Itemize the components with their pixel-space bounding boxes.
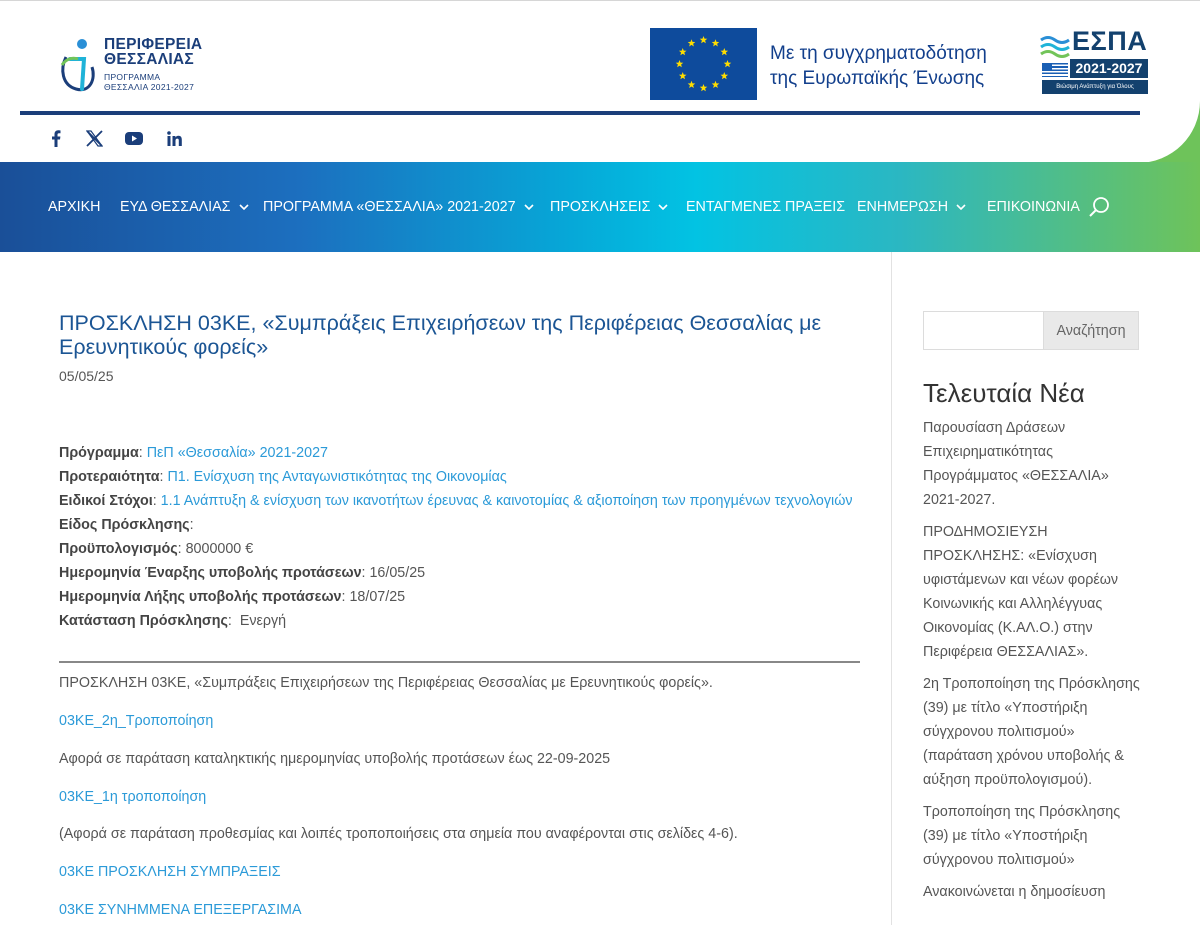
eu-star-icon (688, 39, 696, 46)
nav-item-calls[interactable] (550, 162, 668, 252)
meta-label: Κατάσταση Πρόσκλησης (59, 613, 228, 629)
search-button[interactable]: Αναζήτηση (1043, 311, 1139, 350)
header-curve (1138, 99, 1200, 163)
body-text-2: (Αφορά σε παράταση προθεσμίας και λοιπές τροποποιήσεις στα σημεία που αναφέρονται στις σελίδες 4-6). (59, 826, 738, 842)
nav-item-label: ΕΥΔ ΘΕΣΣΑΛΙΑΣ (120, 199, 231, 215)
main-nav (0, 162, 1200, 252)
espa-word: ΕΣΠΑ (1072, 26, 1148, 56)
meta-end: Ημερομηνία Λήξης υποβολής προτάσεων: 18/07/25 (59, 589, 406, 605)
eu-star-icon (700, 36, 708, 43)
site-logo[interactable] (56, 35, 216, 95)
sidebar-divider (891, 252, 892, 925)
amendment-1-link[interactable]: 03ΚΕ_1η τροποποίηση (59, 789, 207, 805)
news-item[interactable]: Ανακοινώνεται η δημοσίευση (923, 884, 1106, 900)
nav-item-home[interactable] (48, 162, 100, 252)
meta-value: 18/07/25 (349, 589, 406, 605)
espa-slogan: Βιώσιμη Ανάπτυξη για Όλους (1042, 80, 1148, 94)
meta-budget: Προϋπολογισμός: 8000000 € (59, 541, 254, 557)
meta-type: Είδος Πρόσκλησης: (59, 517, 194, 533)
eu-star-icon (679, 48, 687, 55)
meta-value: 8000000 € (185, 541, 254, 557)
meta-priority: Προτεραιότητα: Π1. Ενίσχυση της Ανταγωνιστικότητας της Οικονομίας (59, 469, 507, 485)
nav-item-label: ΑΡΧΙΚΗ (48, 199, 101, 215)
meta-label: Ημερομηνία Λήξης υποβολής προτάσεων (59, 589, 342, 605)
nav-item-projects[interactable] (686, 162, 845, 252)
eu-cofunding-text (770, 41, 987, 91)
eu-text-line-1: Με τη συγχρηματοδότηση (770, 43, 987, 64)
news-item[interactable]: Τροποποίηση της Πρόσκλησης (39) με τίτλο «Υποστήριξη σύγχρονου πολιτισμού» (923, 804, 1121, 868)
espa-waves-icon (1040, 35, 1070, 61)
search-input[interactable] (923, 311, 1044, 350)
espa-logo (1040, 26, 1150, 99)
meta-label: Είδος Πρόσκλησης (59, 517, 190, 533)
logo-line-4: ΘΕΣΣΑΛΙΑ 2021-2027 (104, 82, 195, 92)
body-intro: ΠΡΟΣΚΛΗΣΗ 03ΚΕ, «Συμπράξεις Επιχειρήσεων της Περιφέρειας Θεσσαλίας με Ερευνητικούς φορείς». (59, 675, 713, 691)
latest-news-title: Τελευταία Νέα (923, 378, 1085, 408)
post-title: ΠΡΟΣΚΛΗΣΗ 03ΚΕ, «Συμπράξεις Επιχειρήσεων της Περιφέρειας Θεσσαλίας με Ερευνητικούς φορείς» (59, 311, 822, 359)
meta-status: Κατάσταση Πρόσκλησης: Ενεργή (59, 613, 287, 629)
eu-flag (650, 28, 757, 100)
chevron-down-icon (524, 204, 534, 210)
body-text-1: Αφορά σε παράταση καταληκτικής ημερομηνίας υποβολής προτάσεων έως 22-09-2025 (59, 751, 611, 767)
espa-years: 2021-2027 (1070, 59, 1148, 78)
eu-stars-icon (650, 28, 757, 100)
program-link[interactable]: ΠεΠ «Θεσσαλία» 2021-2027 (146, 445, 328, 461)
chevron-down-icon (239, 204, 249, 210)
eu-star-icon (679, 72, 687, 79)
attachments-link[interactable]: 03ΚΕ ΣΥΝΗΜΜΕΝΑ ΕΠΕΞΕΡΓΑΣΙΜΑ (59, 902, 302, 918)
latest-news-list (923, 416, 1143, 912)
eu-star-icon (688, 81, 696, 88)
chevron-down-icon (956, 204, 966, 210)
news-item[interactable]: 2η Τροποποίηση της Πρόσκλησης (39) με τίτλο «Υποστήριξη σύγχρονου πολιτισμού» (παράταση χρόνου υποβολής & αύξηση προϋπολογισμού). (923, 676, 1140, 788)
meta-label: Ειδικοί Στόχοι (59, 493, 153, 509)
content-divider (59, 661, 860, 663)
meta-label: Προϋπολογισμός (59, 541, 178, 557)
logo-mark-icon (56, 37, 100, 93)
linkedin-icon[interactable] (162, 126, 186, 150)
logo-line-3: ΠΡΟΓΡΑΜΜΑ (104, 72, 161, 82)
amendment-2-link[interactable]: 03ΚΕ_2η_Τροποποίηση (59, 713, 214, 729)
x-icon[interactable] (82, 126, 106, 150)
nav-item-eyd[interactable] (120, 162, 249, 252)
eu-star-icon (712, 39, 720, 46)
news-item[interactable]: ΠΡΟΔΗΜΟΣΙΕΥΣΗ ΠΡΟΣΚΛΗΣΗΣ: «Ενίσχυση υφιστάμενων και νέων φορέων Κοινωνικής και Αλληλέγγυας Οικονομίας (Κ.ΑΛ.Ο.) στην Περιφέρεια ΘΕΣΣΑΛΙΑΣ». (923, 524, 1119, 660)
eu-star-icon (676, 60, 684, 67)
meta-label: Πρόγραμμα (59, 445, 139, 461)
logo-line-2: ΘΕΣΣΑΛΙΑΣ (104, 51, 195, 68)
nav-item-program[interactable] (263, 162, 534, 252)
meta-program: Πρόγραμμα: ΠεΠ «Θεσσαλία» 2021-2027 (59, 445, 328, 461)
eu-star-icon (720, 48, 728, 55)
post-date: 05/05/25 (59, 368, 114, 384)
priority-link[interactable]: Π1. Ενίσχυση της Ανταγωνιστικότητας της Οικονομίας (167, 469, 507, 485)
nav-item-contact[interactable] (987, 162, 1080, 252)
header-divider-line (20, 111, 1140, 115)
meta-value: 16/05/25 (369, 565, 426, 581)
eu-text-line-2: της Ευρωπαϊκής Ένωσης (770, 68, 985, 89)
nav-item-label: ΠΡΟΣΚΛΗΣΕΙΣ (550, 199, 651, 215)
greek-flag-icon (1042, 63, 1068, 77)
youtube-icon[interactable] (122, 126, 146, 150)
eu-star-icon (724, 60, 732, 67)
eu-star-icon (720, 72, 728, 79)
nav-item-label: ΠΡΟΓΡΑΜΜΑ «ΘΕΣΣΑΛΙΑ» 2021-2027 (263, 199, 516, 215)
goals-link[interactable]: 1.1 Ανάπτυξη & ενίσχυση των ικανοτήτων έρευνας & καινοτομίας & αξιοποίηση των προηγμένων τεχνολογιών (160, 493, 853, 509)
news-item[interactable]: Παρουσίαση Δράσεων Επιχειρηματικότητας Προγράμματος «ΘΕΣΣΑΛΙΑ» 2021-2027. (923, 420, 1109, 508)
eu-star-icon (700, 84, 708, 91)
search-icon[interactable] (1088, 195, 1112, 219)
meta-goals: Ειδικοί Στόχοι: 1.1 Ανάπτυξη & ενίσχυση των ικανοτήτων έρευνας & καινοτομίας & αξιοποίηση των προηγμένων τεχνολογιών (59, 493, 853, 509)
meta-start: Ημερομηνία Έναρξης υποβολής προτάσεων: 16/05/25 (59, 565, 426, 581)
chevron-down-icon (658, 204, 668, 210)
nav-item-news[interactable] (857, 162, 966, 252)
nav-item-label: ΕΠΙΚΟΙΝΩΝΙΑ (987, 199, 1080, 215)
nav-item-label: ΕΝΤΑΓΜΕΝΕΣ ΠΡΑΞΕΙΣ (686, 199, 846, 215)
status-value: Ενεργή (239, 613, 287, 629)
nav-item-label: ΕΝΗΜΕΡΩΣΗ (857, 199, 949, 215)
meta-label: Ημερομηνία Έναρξης υποβολής προτάσεων (59, 565, 362, 581)
call-meta (59, 441, 859, 633)
meta-label: Προτεραιότητα (59, 469, 160, 485)
facebook-icon[interactable] (44, 126, 68, 150)
call-document-link[interactable]: 03ΚΕ ΠΡΟΣΚΛΗΣΗ ΣΥΜΠΡΑΞΕΙΣ (59, 864, 281, 880)
logo-line-1: ΠΕΡΙΦΕΡΕΙΑ (104, 36, 203, 53)
eu-star-icon (712, 81, 720, 88)
